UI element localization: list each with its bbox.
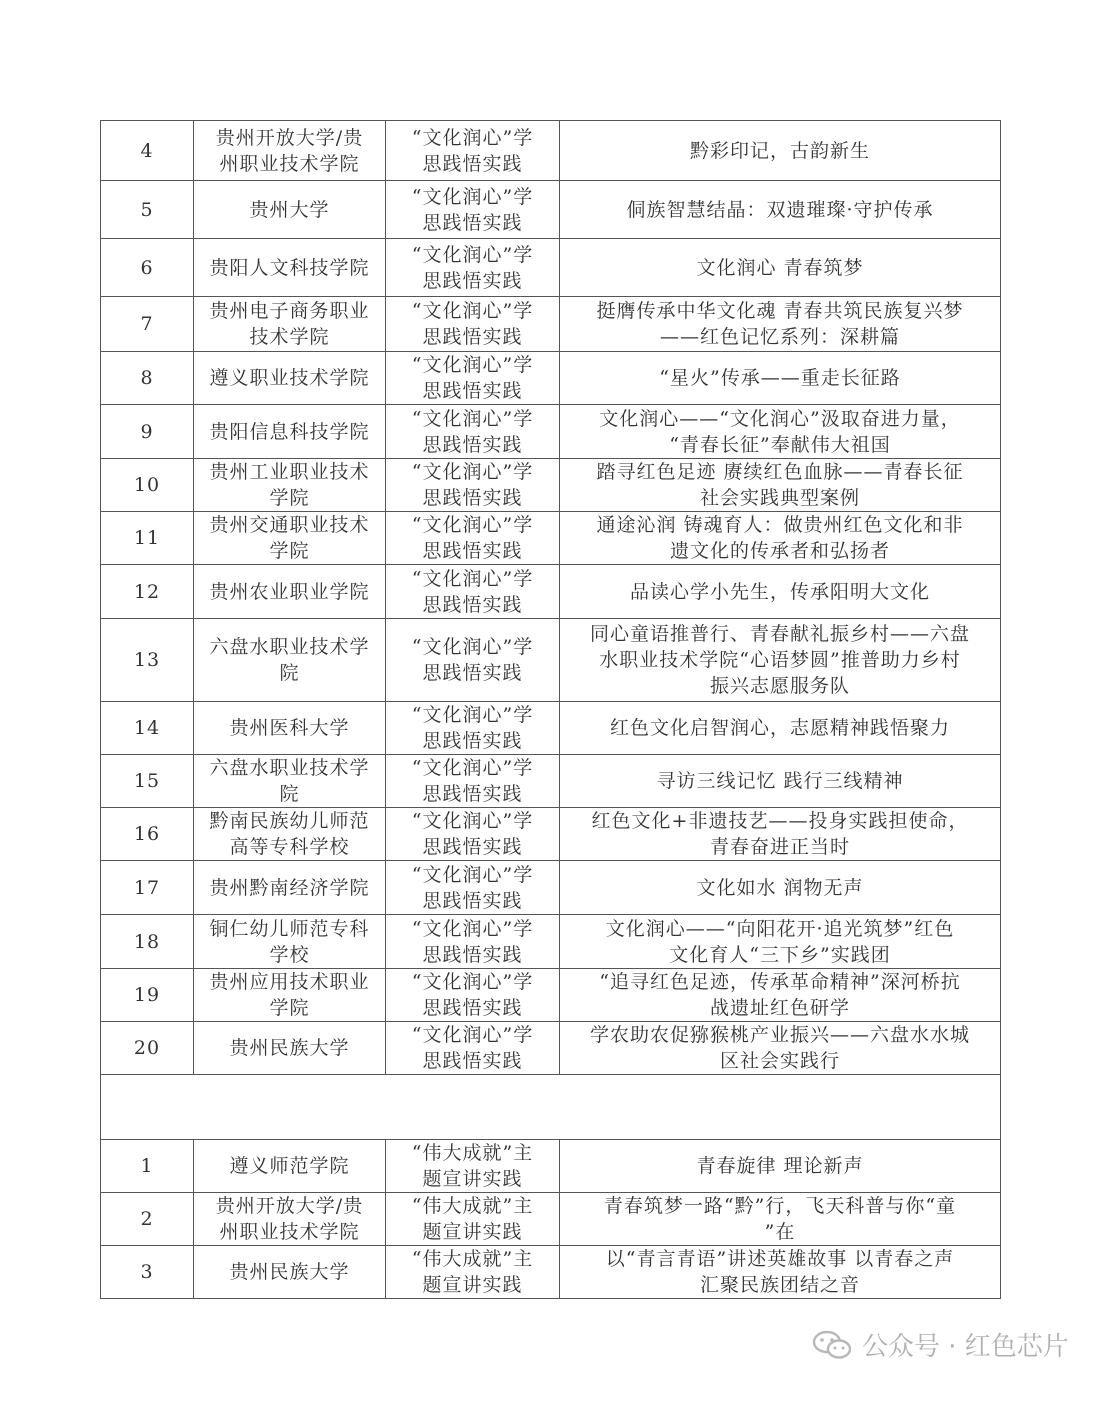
project-name bbox=[560, 512, 1001, 565]
practice-type-line: 思践悟实践 bbox=[422, 433, 523, 456]
practice-type bbox=[386, 861, 560, 915]
project-name bbox=[560, 565, 1001, 619]
wechat-icon bbox=[812, 1330, 852, 1360]
table-row bbox=[101, 915, 1001, 969]
project-name-line: 水职业技术学院“心语梦圆”推普助力乡村 bbox=[599, 649, 961, 671]
school-name-line: 贵州民族大学 bbox=[229, 1261, 350, 1283]
practice-type bbox=[386, 702, 560, 755]
practice-type bbox=[386, 512, 560, 565]
school-name bbox=[194, 459, 386, 512]
project-name-line: 黔彩印记，古韵新生 bbox=[689, 139, 870, 162]
school-name-line: 学院 bbox=[269, 487, 310, 509]
school-name-line: 贵州农业职业学院 bbox=[209, 580, 370, 603]
project-name-line: 青春奋进正当时 bbox=[709, 836, 850, 858]
project-name-line: 青春筑梦一路“黔”行，飞天科普与你“童 bbox=[603, 1195, 957, 1217]
school-name bbox=[194, 755, 386, 808]
project-name-line: 寻访三线记忆 践行三线精神 bbox=[656, 770, 904, 792]
practice-type bbox=[386, 1246, 560, 1299]
school-name-line: 六盘水职业技术学 bbox=[209, 757, 370, 779]
table-row bbox=[101, 352, 1001, 405]
project-name-line: 区社会实践行 bbox=[719, 1050, 840, 1072]
school-name bbox=[194, 1022, 386, 1075]
school-name bbox=[194, 861, 386, 915]
school-name bbox=[194, 1140, 386, 1193]
row-number: 9 bbox=[101, 405, 194, 459]
school-name-line: 技术学院 bbox=[249, 326, 330, 348]
results-table-body bbox=[101, 121, 1001, 1299]
project-name bbox=[560, 619, 1001, 702]
project-name bbox=[560, 1246, 1001, 1299]
project-name bbox=[560, 1140, 1001, 1193]
practice-type bbox=[386, 121, 560, 181]
school-name-line: 院 bbox=[279, 783, 300, 805]
project-name bbox=[560, 755, 1001, 808]
practice-type bbox=[386, 1140, 560, 1193]
row-number: 5 bbox=[101, 181, 194, 239]
practice-type-line: 思践悟实践 bbox=[422, 380, 523, 402]
practice-type-line: “文化润心”学 bbox=[411, 185, 534, 208]
project-name-line: 学农助农促猕猴桃产业振兴——六盘水水城 bbox=[589, 1024, 970, 1046]
school-name bbox=[194, 297, 386, 352]
table-row bbox=[101, 1246, 1001, 1299]
practice-type-line: “文化润心”学 bbox=[411, 126, 534, 149]
project-name bbox=[560, 861, 1001, 915]
project-name-line: 品读心学小先生，传承阳明大文化 bbox=[629, 580, 930, 603]
practice-type-line: 题宣讲实践 bbox=[422, 1168, 523, 1190]
section-separator-cell bbox=[101, 1075, 1001, 1140]
practice-type-line: 思践悟实践 bbox=[422, 211, 523, 234]
project-name bbox=[560, 702, 1001, 755]
school-name-line: 贵州民族大学 bbox=[229, 1037, 350, 1059]
practice-type-line: 思践悟实践 bbox=[422, 593, 523, 616]
project-name-line: 通途沁润 铸魂育人：做贵州红色文化和非 bbox=[596, 514, 964, 536]
practice-type-line: 思践悟实践 bbox=[422, 730, 523, 752]
school-name-line: 贵州开放大学/贵 bbox=[215, 1195, 364, 1217]
table-row bbox=[101, 459, 1001, 512]
project-name bbox=[560, 352, 1001, 405]
practice-type-line: “文化润心”学 bbox=[411, 407, 534, 430]
practice-type-line: “文化润心”学 bbox=[411, 971, 534, 993]
practice-type bbox=[386, 459, 560, 512]
school-name-line: 贵州黔南经济学院 bbox=[209, 876, 370, 899]
practice-type bbox=[386, 1022, 560, 1075]
row-number: 11 bbox=[101, 512, 194, 565]
project-name-line: 踏寻红色足迹 赓续红色血脉——青春长征 bbox=[596, 461, 964, 483]
practice-type-line: “文化润心”学 bbox=[411, 1024, 534, 1046]
practice-type bbox=[386, 969, 560, 1022]
practice-type bbox=[386, 239, 560, 297]
practice-type-line: 思践悟实践 bbox=[422, 662, 523, 684]
table-row bbox=[101, 121, 1001, 181]
project-name-line: 文化润心——“文化润心”汲取奋进力量， bbox=[599, 407, 961, 430]
project-name-line: 文化润心 青春筑梦 bbox=[696, 256, 864, 279]
row-number: 14 bbox=[101, 702, 194, 755]
school-name bbox=[194, 512, 386, 565]
watermark-text: 公众号 · 红色芯片 bbox=[862, 1332, 1069, 1362]
row-number: 16 bbox=[101, 808, 194, 861]
section-separator-row bbox=[101, 1075, 1001, 1140]
school-name-line: 贵阳信息科技学院 bbox=[209, 420, 370, 443]
project-name-line: 遗文化的传承者和弘扬者 bbox=[669, 540, 890, 562]
table-row bbox=[101, 702, 1001, 755]
school-name-line: 黔南民族幼儿师范 bbox=[209, 810, 370, 832]
row-number: 10 bbox=[101, 459, 194, 512]
school-name bbox=[194, 1193, 386, 1246]
practice-type-line: “文化润心”学 bbox=[411, 567, 534, 590]
row-number: 20 bbox=[101, 1022, 194, 1075]
project-name bbox=[560, 181, 1001, 239]
table-row bbox=[101, 565, 1001, 619]
practice-type-line: “文化润心”学 bbox=[411, 810, 534, 832]
practice-type-line: “文化润心”学 bbox=[411, 863, 534, 886]
table-row bbox=[101, 239, 1001, 297]
project-name-line: ”在 bbox=[764, 1221, 796, 1243]
project-name bbox=[560, 297, 1001, 352]
practice-type-line: 题宣讲实践 bbox=[422, 1274, 523, 1296]
school-name-line: 铜仁幼儿师范专科 bbox=[209, 917, 370, 940]
school-name-line: 学院 bbox=[269, 540, 310, 562]
project-name bbox=[560, 239, 1001, 297]
school-name bbox=[194, 405, 386, 459]
school-name-line: 高等专科学校 bbox=[229, 836, 350, 858]
school-name-line: 院 bbox=[279, 662, 300, 684]
row-number: 15 bbox=[101, 755, 194, 808]
practice-type-line: “文化润心”学 bbox=[411, 917, 534, 940]
project-name-line: 社会实践典型案例 bbox=[699, 487, 860, 509]
practice-type-line: “文化润心”学 bbox=[411, 514, 534, 536]
row-number: 18 bbox=[101, 915, 194, 969]
practice-type-line: “文化润心”学 bbox=[411, 243, 534, 266]
row-number: 3 bbox=[101, 1246, 194, 1299]
row-number: 17 bbox=[101, 861, 194, 915]
table-row bbox=[101, 808, 1001, 861]
school-name-line: 贵阳人文科技学院 bbox=[209, 256, 370, 279]
project-name-line: 青春旋律 理论新声 bbox=[696, 1155, 864, 1177]
project-name-line: 挺膺传承中华文化魂 青春共筑民族复兴梦 bbox=[596, 300, 964, 322]
school-name-line: 贵州工业职业技术 bbox=[209, 461, 370, 483]
practice-type-line: 思践悟实践 bbox=[422, 1050, 523, 1072]
school-name bbox=[194, 352, 386, 405]
school-name-line: 贵州电子商务职业 bbox=[209, 300, 370, 322]
practice-type-line: “文化润心”学 bbox=[411, 636, 534, 658]
school-name-line: 贵州大学 bbox=[249, 198, 330, 221]
project-name bbox=[560, 459, 1001, 512]
practice-type-line: “文化润心”学 bbox=[411, 757, 534, 779]
practice-type-line: “文化润心”学 bbox=[411, 354, 534, 376]
practice-type-line: 思践悟实践 bbox=[422, 152, 523, 175]
table-row bbox=[101, 405, 1001, 459]
school-name-line: 学院 bbox=[269, 997, 310, 1019]
project-name bbox=[560, 808, 1001, 861]
school-name-line: 贵州开放大学/贵 bbox=[215, 126, 364, 149]
project-name-line: 红色文化+非遗技艺——投身实践担使命， bbox=[591, 810, 969, 832]
school-name bbox=[194, 565, 386, 619]
school-name-line: 遵义职业技术学院 bbox=[209, 367, 370, 389]
table-row bbox=[101, 861, 1001, 915]
table-row bbox=[101, 969, 1001, 1022]
practice-type-line: “伟大成就”主 bbox=[411, 1142, 534, 1164]
practice-type bbox=[386, 808, 560, 861]
school-name bbox=[194, 702, 386, 755]
school-name-line: 贵州交通职业技术 bbox=[209, 514, 370, 536]
practice-type-line: 思践悟实践 bbox=[422, 326, 523, 348]
school-name-line: 六盘水职业技术学 bbox=[209, 636, 370, 658]
practice-type-line: 思践悟实践 bbox=[422, 889, 523, 912]
project-name-line: 战遗址红色研学 bbox=[709, 997, 850, 1019]
practice-type-line: “文化润心”学 bbox=[411, 300, 534, 322]
project-name-line: 红色文化启智润心，志愿精神践悟聚力 bbox=[609, 717, 950, 739]
project-name-line: “追寻红色足迹，传承革命精神”深河桥抗 bbox=[599, 971, 961, 993]
school-name-line: 贵州医科大学 bbox=[229, 717, 350, 739]
project-name-line: “星火”传承——重走长征路 bbox=[659, 367, 901, 389]
school-name bbox=[194, 808, 386, 861]
table-row bbox=[101, 297, 1001, 352]
practice-type bbox=[386, 352, 560, 405]
school-name-line: 遵义师范学院 bbox=[229, 1155, 350, 1177]
row-number: 7 bbox=[101, 297, 194, 352]
school-name-line: 贵州应用技术职业 bbox=[209, 971, 370, 993]
table-row bbox=[101, 755, 1001, 808]
school-name bbox=[194, 181, 386, 239]
practice-type-line: 思践悟实践 bbox=[422, 269, 523, 292]
project-name bbox=[560, 1193, 1001, 1246]
row-number: 6 bbox=[101, 239, 194, 297]
row-number: 4 bbox=[101, 121, 194, 181]
watermark bbox=[812, 1326, 1069, 1363]
project-name bbox=[560, 969, 1001, 1022]
project-name-line: 同心童语推普行、青春献礼振乡村——六盘 bbox=[589, 623, 970, 645]
school-name bbox=[194, 239, 386, 297]
practice-type-line: “伟大成就”主 bbox=[411, 1195, 534, 1217]
school-name-line: 州职业技术学院 bbox=[219, 152, 360, 175]
table-row bbox=[101, 512, 1001, 565]
practice-type bbox=[386, 405, 560, 459]
row-number: 19 bbox=[101, 969, 194, 1022]
project-name-line: 侗族智慧结晶：双遗璀璨·守护传承 bbox=[626, 198, 934, 221]
practice-type-line: 思践悟实践 bbox=[422, 487, 523, 509]
school-name bbox=[194, 969, 386, 1022]
practice-type bbox=[386, 181, 560, 239]
practice-type-line: “伟大成就”主 bbox=[411, 1248, 534, 1270]
project-name-line: 文化如水 润物无声 bbox=[696, 876, 864, 899]
row-number: 8 bbox=[101, 352, 194, 405]
table-row bbox=[101, 619, 1001, 702]
practice-type bbox=[386, 619, 560, 702]
practice-type-line: 思践悟实践 bbox=[422, 943, 523, 966]
project-name-line: 文化润心——“向阳花开·追光筑梦”红色 bbox=[605, 917, 955, 940]
school-name-line: 学校 bbox=[269, 943, 310, 966]
practice-type-line: 思践悟实践 bbox=[422, 540, 523, 562]
practice-type-line: 题宣讲实践 bbox=[422, 1221, 523, 1243]
practice-type bbox=[386, 915, 560, 969]
project-name-line: “青春长征”奉献伟大祖国 bbox=[669, 433, 891, 456]
project-name bbox=[560, 915, 1001, 969]
table-row bbox=[101, 1022, 1001, 1075]
practice-type bbox=[386, 1193, 560, 1246]
school-name bbox=[194, 915, 386, 969]
project-name-line: ——红色记忆系列：深耕篇 bbox=[659, 326, 900, 348]
table-row bbox=[101, 181, 1001, 239]
row-number: 1 bbox=[101, 1140, 194, 1193]
practice-type bbox=[386, 755, 560, 808]
table-row bbox=[101, 1193, 1001, 1246]
project-name-line: 汇聚民族团结之音 bbox=[699, 1274, 860, 1296]
practice-type-line: 思践悟实践 bbox=[422, 997, 523, 1019]
practice-type-line: “文化润心”学 bbox=[411, 704, 534, 726]
project-name-line: 以“青言青语”讲述英雄故事 以青春之声 bbox=[605, 1248, 955, 1270]
school-name-line: 州职业技术学院 bbox=[219, 1221, 360, 1243]
results-table bbox=[100, 120, 1001, 1299]
project-name bbox=[560, 405, 1001, 459]
practice-type bbox=[386, 565, 560, 619]
practice-type bbox=[386, 297, 560, 352]
row-number: 2 bbox=[101, 1193, 194, 1246]
project-name-line: 文化育人“三下乡”实践团 bbox=[669, 943, 891, 966]
practice-type-line: 思践悟实践 bbox=[422, 836, 523, 858]
project-name bbox=[560, 121, 1001, 181]
project-name-line: 振兴志愿服务队 bbox=[709, 675, 850, 697]
school-name bbox=[194, 619, 386, 702]
practice-type-line: 思践悟实践 bbox=[422, 783, 523, 805]
project-name bbox=[560, 1022, 1001, 1075]
practice-type-line: “文化润心”学 bbox=[411, 461, 534, 483]
table-row bbox=[101, 1140, 1001, 1193]
row-number: 12 bbox=[101, 565, 194, 619]
school-name bbox=[194, 1246, 386, 1299]
row-number: 13 bbox=[101, 619, 194, 702]
school-name bbox=[194, 121, 386, 181]
